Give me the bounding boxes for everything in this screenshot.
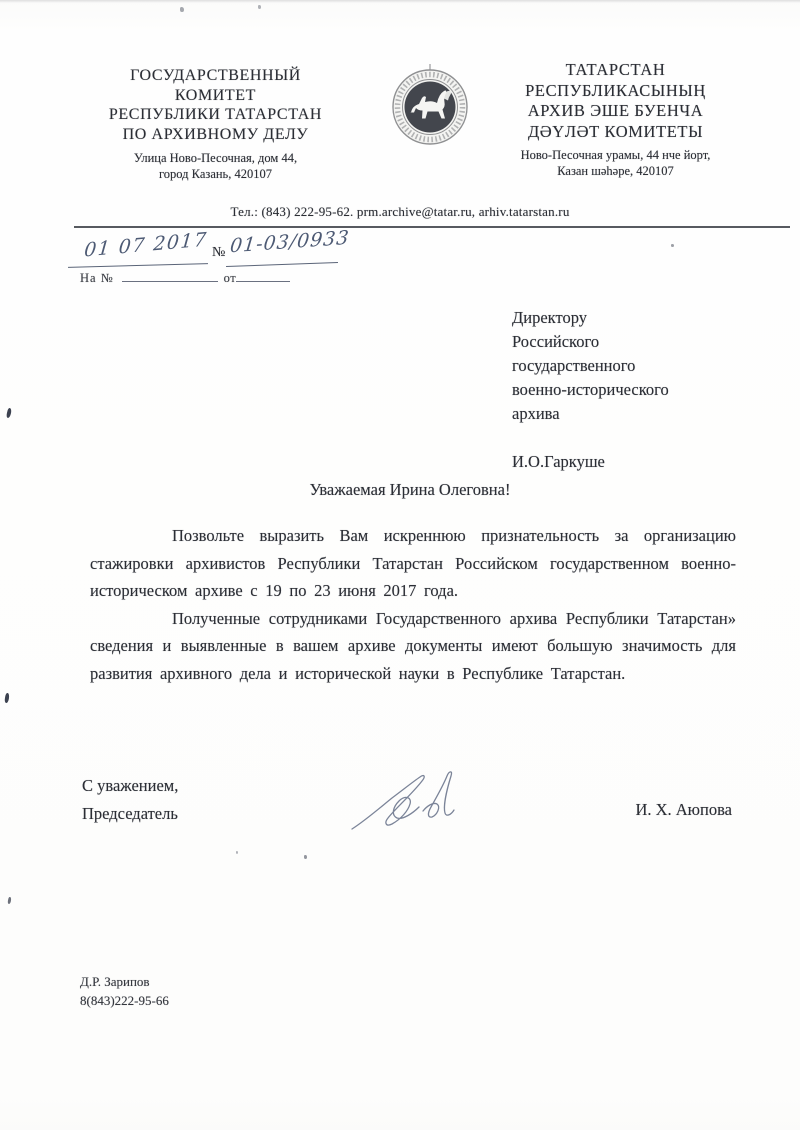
scan-artifact: [180, 7, 184, 12]
org-ru-line: РЕСПУБЛИКИ ТАТАРСТАН: [108, 106, 323, 123]
scan-artifact: [671, 244, 674, 247]
addressee-block: [512, 306, 742, 472]
closing-phrase: С уважением,: [82, 776, 179, 795]
addressee-line: Директору: [512, 308, 587, 327]
handwritten-signature-icon: [342, 765, 477, 845]
salutation: Уважаемая Ирина Олеговна!: [309, 480, 511, 499]
number-underline: [226, 262, 338, 267]
contact-line: Тел.: (843) 222-95-62. prm.archive@tatar.ru, arhiv.tatarstan.ru: [230, 204, 570, 219]
org-ru-address-line: город Казань, 420107: [158, 166, 273, 181]
reply-number-blank: [122, 281, 218, 282]
scan-artifact: [258, 5, 261, 9]
reply-from-label: от: [223, 271, 237, 285]
scan-artifact: [236, 851, 238, 854]
executor-phone: 8(843)222-95-66: [80, 993, 169, 1008]
addressee-line: военно-исторического: [512, 380, 669, 399]
org-ru-address: [68, 151, 363, 182]
addressee-line: Российского: [512, 332, 600, 351]
date-underline: [68, 263, 208, 268]
reply-reference-row: [80, 271, 290, 286]
org-ru-line: ПО АРХИВНОМУ ДЕЛУ: [122, 125, 309, 143]
scan-artifact: [6, 408, 12, 419]
scan-artifact: [7, 897, 11, 904]
org-name-tatar: [468, 60, 763, 179]
body-paragraph-2: Полученные сотрудниками Государственного архива Республики Татарстан» сведения и выявленные в вашем архиве документы имеют большую значимость для развития архивного дела и исторической науки в Республике Татарстан.: [90, 608, 736, 683]
org-tt-address-line: Казан шәһәре, 420107: [557, 163, 674, 178]
executor-block: [80, 972, 169, 1010]
org-tt-line: ТАТАРСТАН: [565, 60, 666, 79]
body-paragraph-1: Позвольте выразить Вам искреннюю признательность за организацию стажировки архивистов Республики Татарстан Российском государственном военно-историческом архиве с 19 по 23 июня 2017 года.: [90, 526, 736, 601]
org-ru-address-line: Улица Ново-Песочная, дом 44,: [133, 151, 298, 165]
reply-number-label: На №: [80, 271, 114, 285]
org-name-russian: [68, 66, 363, 182]
org-tt-line: ДӘҮЛӘТ КОМИТЕТЫ: [527, 121, 704, 141]
org-tt-line: РЕСПУБЛИКАСЫНЫҢ: [525, 80, 706, 100]
addressee-line: архива: [512, 404, 560, 423]
scan-artifact: [304, 855, 307, 859]
letter-body: [90, 522, 736, 688]
handwritten-outgoing-number: 01-03/0933: [228, 226, 351, 258]
org-tt-address: [468, 148, 763, 179]
scan-artifact: [4, 693, 10, 704]
tatarstan-seal-icon: [391, 64, 469, 146]
number-sign-label: №: [212, 245, 226, 260]
signer-title: Председатель: [82, 804, 178, 823]
signer-name: И. Х. Аюпова: [635, 800, 732, 819]
letterhead-divider: [74, 226, 790, 228]
org-tt-line: АРХИВ ЭШЕ БУЕНЧА: [527, 101, 704, 120]
org-ru-line: КОМИТЕТ: [174, 86, 257, 104]
addressee-name: И.О.Гаркуше: [512, 452, 605, 471]
addressee-line: государственного: [512, 356, 636, 375]
handwritten-date: 01 07 2017: [83, 228, 209, 262]
reply-date-blank: [236, 281, 290, 282]
org-tt-address-line: Ново-Песочная урамы, 44 нче йорт,: [520, 148, 711, 162]
executor-name: Д.Р. Зарипов: [80, 974, 150, 989]
org-ru-line: ГОСУДАРСТВЕННЫЙ: [130, 67, 301, 84]
closing-block: [82, 772, 178, 828]
